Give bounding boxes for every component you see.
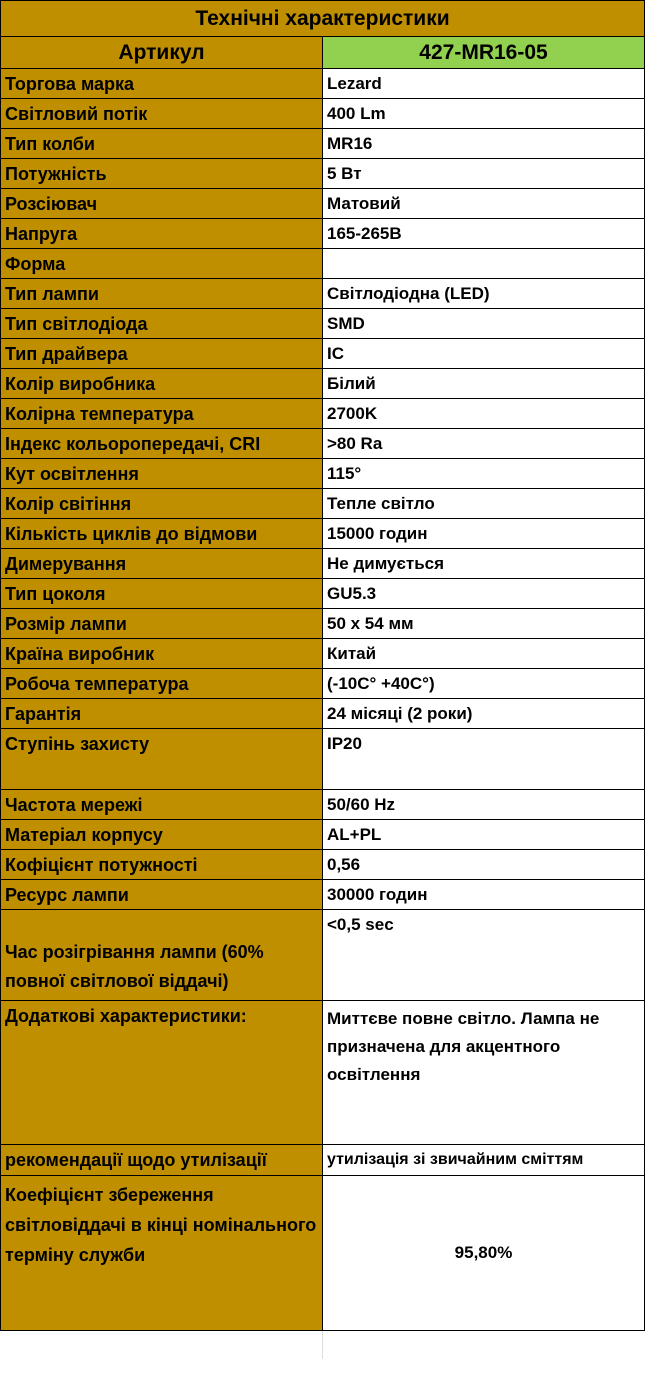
row-value: IC — [323, 339, 645, 369]
row-label: Додаткові характеристики: — [1, 1001, 323, 1145]
row-value: 24 місяці (2 роки) — [323, 699, 645, 729]
row-value: (-10С° +40С°) — [323, 669, 645, 699]
row-label: Торгова марка — [1, 69, 323, 99]
table-row — [1, 850, 645, 880]
table-row — [1, 369, 645, 399]
row-value: Матовий — [323, 189, 645, 219]
table-row — [1, 790, 645, 820]
article-row — [1, 37, 645, 69]
row-label: Колірна температура — [1, 399, 323, 429]
row-label: Частота мережі — [1, 790, 323, 820]
row-label: Гарантія — [1, 699, 323, 729]
table-row — [1, 699, 645, 729]
row-label: рекомендації щодо утилізації — [1, 1145, 323, 1176]
row-value: 0,56 — [323, 850, 645, 880]
row-label: Світловий потік — [1, 99, 323, 129]
row-value: 115° — [323, 459, 645, 489]
table-row — [1, 339, 645, 369]
row-label: Час розігрівання лампи (60% повної світлової віддачі) — [1, 910, 323, 1001]
row-label: Тип колби — [1, 129, 323, 159]
table-row — [1, 579, 645, 609]
row-value: 30000 годин — [323, 880, 645, 910]
row-value: Тепле світло — [323, 489, 645, 519]
row-label: Димерування — [1, 549, 323, 579]
row-value: 15000 годин — [323, 519, 645, 549]
row-label: Тип світлодіода — [1, 309, 323, 339]
row-value: SMD — [323, 309, 645, 339]
row-value: GU5.3 — [323, 579, 645, 609]
row-label: Колір світіння — [1, 489, 323, 519]
table-row — [1, 880, 645, 910]
row-label: Ресурс лампи — [1, 880, 323, 910]
table-row — [1, 189, 645, 219]
row-label: Тип лампи — [1, 279, 323, 309]
row-label: Форма — [1, 249, 323, 279]
table-row — [1, 1176, 645, 1331]
table-row — [1, 69, 645, 99]
row-label: Колір виробника — [1, 369, 323, 399]
table-row — [1, 249, 645, 279]
row-label: Матеріал корпусу — [1, 820, 323, 850]
row-value: Китай — [323, 639, 645, 669]
row-label: Робоча температура — [1, 669, 323, 699]
row-label: Розмір лампи — [1, 609, 323, 639]
row-label: Кут освітлення — [1, 459, 323, 489]
row-value: 400 Lm — [323, 99, 645, 129]
row-value: Світлодіодна (LED) — [323, 279, 645, 309]
table-row — [1, 159, 645, 189]
row-value: AL+PL — [323, 820, 645, 850]
table-row — [1, 910, 645, 1001]
row-value: 50/60 Hz — [323, 790, 645, 820]
empty-cell — [323, 1331, 645, 1360]
row-label: Коефіцієнт збереження світловіддачі в кінці номінального терміну служби — [1, 1176, 323, 1331]
table-row — [1, 549, 645, 579]
row-value: Lezard — [323, 69, 645, 99]
table-title: Технічні характеристики — [1, 1, 645, 37]
table-row — [1, 429, 645, 459]
empty-row — [1, 1331, 645, 1360]
row-label: Потужність — [1, 159, 323, 189]
table-row — [1, 639, 645, 669]
row-value: MR16 — [323, 129, 645, 159]
empty-cell — [1, 1331, 323, 1360]
table-row — [1, 820, 645, 850]
row-value: <0,5 sec — [323, 910, 645, 1001]
table-row — [1, 279, 645, 309]
table-row — [1, 519, 645, 549]
table-row — [1, 729, 645, 790]
row-value: утилізація зі звичайним сміттям — [323, 1145, 645, 1176]
row-label: Ступінь захисту — [1, 729, 323, 790]
table-row — [1, 99, 645, 129]
row-label: Індекс кольоропередачі, CRI — [1, 429, 323, 459]
table-row — [1, 1001, 645, 1145]
row-value: 2700K — [323, 399, 645, 429]
article-label: Артикул — [1, 37, 323, 69]
row-label: Напруга — [1, 219, 323, 249]
table-row — [1, 489, 645, 519]
table-row — [1, 129, 645, 159]
article-value: 427-MR16-05 — [323, 37, 645, 69]
table-row — [1, 669, 645, 699]
row-value: 95,80% — [323, 1176, 645, 1331]
table-row — [1, 309, 645, 339]
row-value: IP20 — [323, 729, 645, 790]
row-value — [323, 249, 645, 279]
row-value: 5 Вт — [323, 159, 645, 189]
table-row — [1, 219, 645, 249]
row-label: Країна виробник — [1, 639, 323, 669]
table-row — [1, 1145, 645, 1176]
row-label: Розсіювач — [1, 189, 323, 219]
row-label: Тип драйвера — [1, 339, 323, 369]
row-value: 50 х 54 мм — [323, 609, 645, 639]
row-value: Не димується — [323, 549, 645, 579]
row-value: Миттєве повне світло. Лампа не призначена для акцентного освітлення — [323, 1001, 645, 1145]
title-row — [1, 1, 645, 37]
row-value: 165-265В — [323, 219, 645, 249]
row-label: Кофіцієнт потужності — [1, 850, 323, 880]
table-row — [1, 609, 645, 639]
row-label: Тип цоколя — [1, 579, 323, 609]
table-row — [1, 459, 645, 489]
row-label: Кількість циклів до відмови — [1, 519, 323, 549]
row-value: Білий — [323, 369, 645, 399]
table-row — [1, 399, 645, 429]
row-value: >80 Ra — [323, 429, 645, 459]
